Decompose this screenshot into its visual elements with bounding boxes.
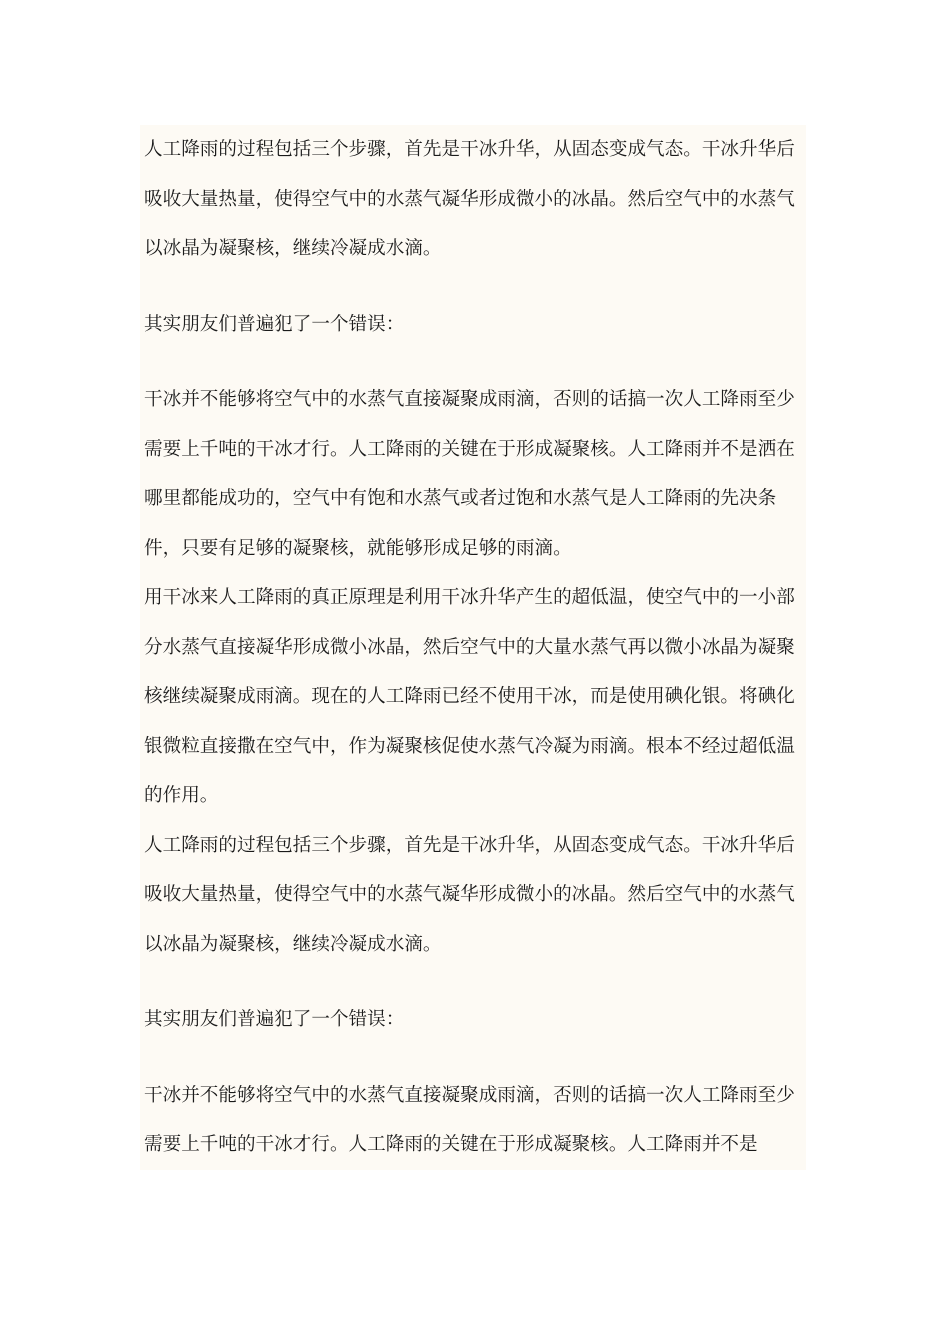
paragraph-dry-ice-limit: 干冰并不能够将空气中的水蒸气直接凝聚成雨滴，否则的话搞一次人工降雨至少需要上千吨的干冰才行。人工降雨的关键在于形成凝聚核。人工降雨并不是洒在哪里都能成功的，空气中有饱和水蒸气或者过饱和水蒸气是人工降雨的先决条件，只要有足够的凝聚核，就能够形成足够的雨滴。	[144, 389, 795, 559]
article-body	[140, 125, 806, 1170]
paragraph-rain-process: 人工降雨的过程包括三个步骤，首先是干冰升华，从固态变成气态。干冰升华后吸收大量热量，使得空气中的水蒸气凝华形成微小的冰晶。然后空气中的水蒸气以冰晶为凝聚核，继续冷凝成水滴。	[144, 139, 795, 259]
paragraph-common-mistake-repeat: 其实朋友们普遍犯了一个错误：	[144, 1009, 405, 1030]
paragraph-dry-ice-limit-repeat: 干冰并不能够将空气中的水蒸气直接凝聚成雨滴，否则的话搞一次人工降雨至少需要上千吨的干冰才行。人工降雨的关键在于形成凝聚核。人工降雨并不是	[144, 1084, 795, 1155]
paragraph-rain-process-repeat: 人工降雨的过程包括三个步骤，首先是干冰升华，从固态变成气态。干冰升华后吸收大量热量，使得空气中的水蒸气凝华形成微小的冰晶。然后空气中的水蒸气以冰晶为凝聚核，继续冷凝成水滴。	[144, 834, 795, 955]
paragraph-common-mistake: 其实朋友们普遍犯了一个错误：	[144, 313, 405, 335]
paragraph-true-principle: 用干冰来人工降雨的真正原理是利用干冰升华产生的超低温，使空气中的一小部分水蒸气直接凝华形成微小冰晶，然后空气中的大量水蒸气再以微小冰晶为凝聚核继续凝聚成雨滴。现在的人工降雨已经不使用干冰，而是使用碘化银。将碘化银微粒直接撒在空气中，作为凝聚核促使水蒸气冷凝为雨滴。根本不经过超低温的作用。	[144, 587, 795, 806]
